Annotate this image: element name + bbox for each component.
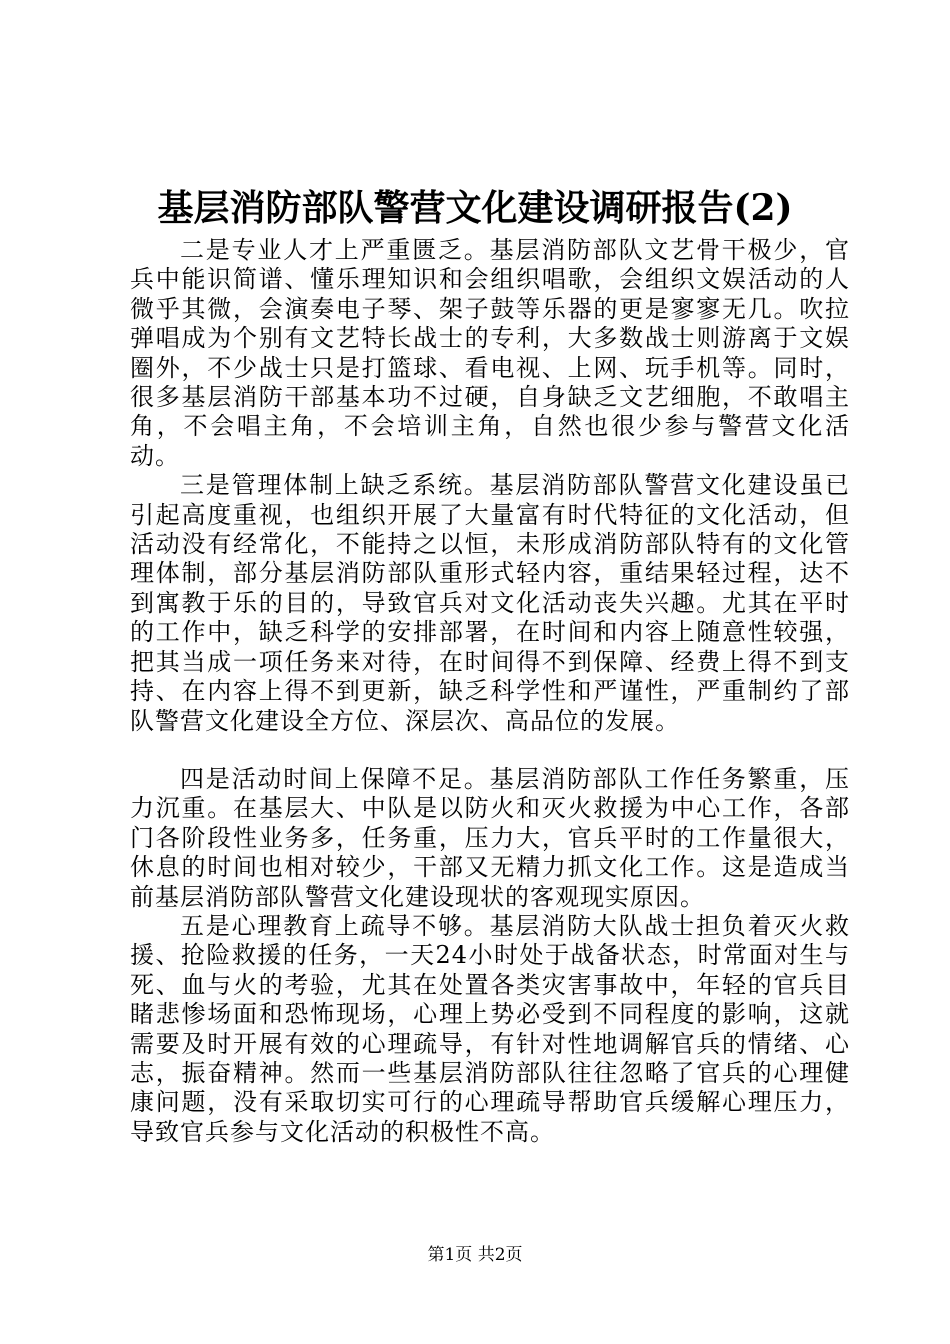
paragraph-activity-time: 四是活动时间上保障不足。基层消防部队工作任务繁重，压力沉重。在基层大、中队是以防火和灭火救援为中心工作，各部门各阶段性业务多，任务重，压力大，官兵平时的工作量很大，休息的时间也相对较少，干部又无精力抓文化工作。这是造成当前基层消防部队警营文化建设现状的客观现实原因。: [130, 764, 850, 911]
page-footer: [0, 1244, 950, 1266]
page-number: 第1页: [427, 1245, 473, 1265]
paragraph-talent-shortage: 二是专业人才上严重匮乏。基层消防部队文艺骨干极少，官兵中能识简谱、懂乐理知识和会组织唱歌，会组织文娱活动的人微乎其微，会演奏电子琴、架子鼓等乐器的更是寥寥无几。吹拉弹唱成为个别有文艺特长战士的专利，大多数战士则游离于文娱圈外，不少战士只是打篮球、看电视、上网、玩手机等。同时，很多基层消防干部基本功不过硬，自身缺乏文艺细胞，不敢唱主角，不会唱主角，不会培训主角，自然也很少参与警营文化活动。: [130, 236, 850, 470]
paragraph-psychological-guidance: 五是心理教育上疏导不够。基层消防大队战士担负着灭火救援、抢险救援的任务，一天24小时处于战备状态，时常面对生与死、血与火的考验，尤其在处置各类灾害事故中，年轻的官兵目睹悲惨场面和恐怖现场，心理上势必受到不同程度的影响，这就需要及时开展有效的心理疏导，有针对性地调解官兵的情绪、心志，振奋精神。然而一些基层消防部队往往忽略了官兵的心理健康问题，没有采取切实可行的心理疏导帮助官兵缓解心理压力，导致官兵参与文化活动的积极性不高。: [130, 911, 850, 1146]
page-total: 共2页: [477, 1245, 523, 1265]
document-title: 基层消防部队警营文化建设调研报告(2): [157, 187, 793, 229]
paragraph-management-system: 三是管理体制上缺乏系统。基层消防部队警营文化建设虽已引起高度重视，也组织开展了大量富有时代特征的文化活动，但活动没有经常化，不能持之以恒，未形成消防部队特有的文化管理体制，部分基层消防部队重形式轻内容，重结果轻过程，达不到寓教于乐的目的，导致官兵对文化活动丧失兴趣。尤其在平时的工作中，缺乏科学的安排部署，在时间和内容上随意性较强，把其当成一项任务来对待，在时间得不到保障、经费上得不到支持、在内容上得不到更新，缺乏科学性和严谨性，严重制约了部队警营文化建设全方位、深层次、高品位的发展。: [130, 471, 850, 735]
document-body: [130, 236, 850, 1147]
